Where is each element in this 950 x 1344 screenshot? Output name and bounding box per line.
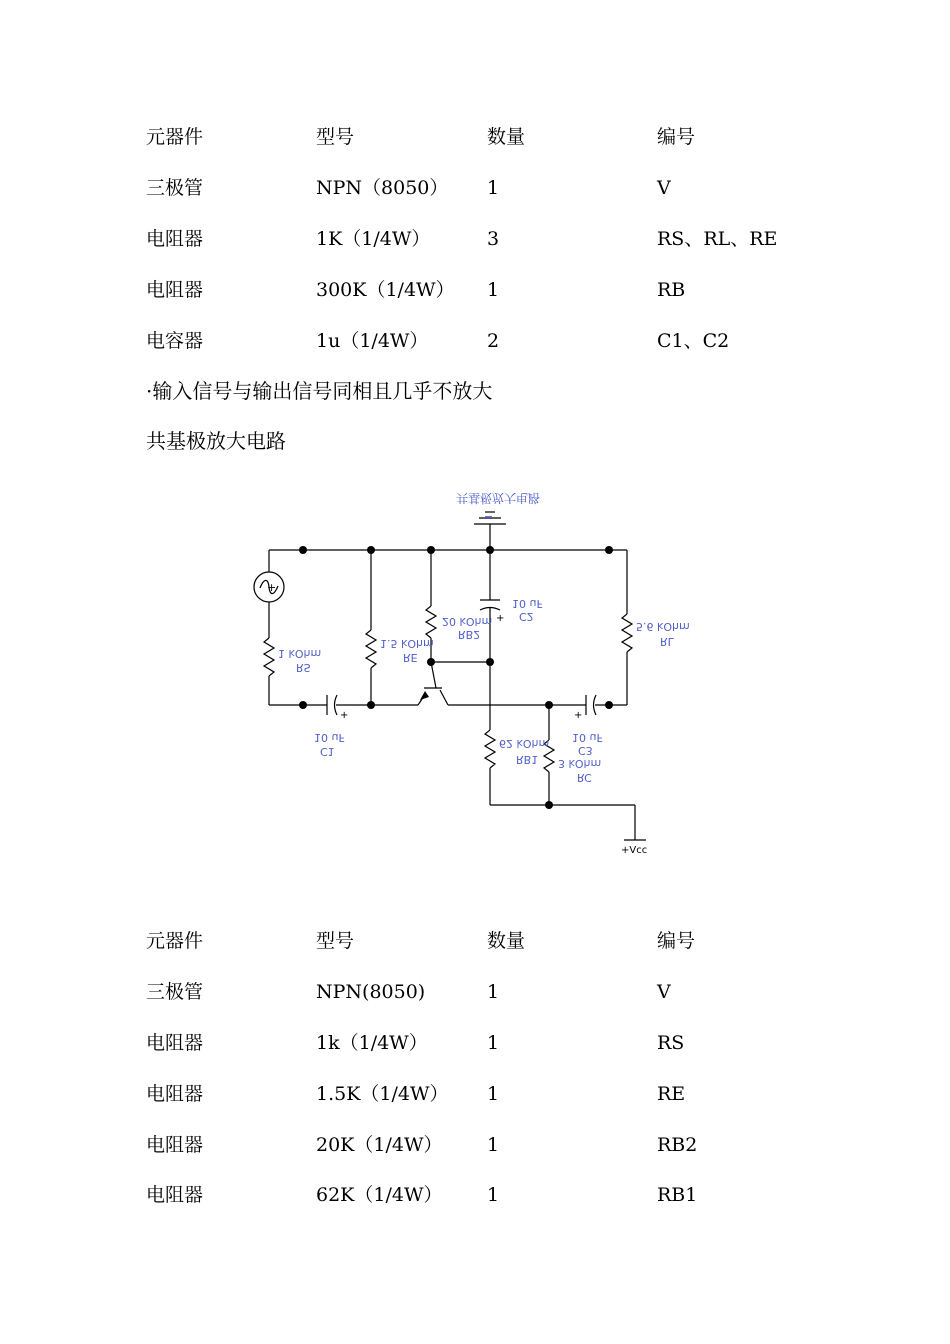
table1-header-id: 编号	[657, 126, 696, 148]
table2-header	[0, 926, 950, 956]
table2-cell: 1	[487, 981, 500, 1003]
table1-cell: 电阻器	[146, 228, 204, 250]
table1-cell: 电阻器	[146, 279, 204, 301]
rs-name-label: RS	[296, 661, 311, 674]
c2-value-label: 10 uF	[512, 597, 543, 610]
re-value-label: 1.5 kOhm	[380, 637, 434, 650]
table2-cell: 62K（1/4W）	[316, 1184, 443, 1206]
table2-row	[0, 1028, 950, 1058]
re-name-label: RE	[403, 651, 418, 664]
bullet-text: ·输入信号与输出信号同相且几乎不放大	[146, 379, 493, 403]
table2-cell: RE	[657, 1083, 686, 1105]
table1-header-quantity: 数量	[487, 126, 526, 148]
table2-cell: 1	[487, 1083, 500, 1105]
rs-value-label: 1 kOhm	[278, 647, 322, 660]
c2-name-label: C2	[519, 610, 534, 623]
vcc-label: +Vcc	[621, 845, 648, 856]
table2-header-model: 型号	[316, 930, 355, 952]
table2-row	[0, 977, 950, 1007]
table2-cell: 电阻器	[146, 1134, 204, 1156]
table1-cell: 2	[487, 330, 500, 352]
table1-cell: RS、RL、RE	[657, 228, 778, 250]
table1-cell: 1K（1/4W）	[316, 228, 431, 250]
table1-cell: 3	[487, 228, 500, 250]
table1-row	[0, 173, 950, 203]
rl-name-label: RL	[660, 635, 674, 648]
table1-cell: C1、C2	[657, 330, 730, 352]
table2-cell: 1k（1/4W）	[316, 1032, 428, 1054]
table1-row	[0, 224, 950, 254]
table2-row	[0, 1130, 950, 1160]
table2-header-component: 元器件	[146, 930, 204, 952]
table2-cell: 1	[487, 1184, 500, 1206]
table1-cell: 三极管	[146, 177, 204, 199]
source-plus-sign: +	[267, 581, 277, 594]
c1-name-label: C1	[320, 745, 335, 758]
table1-cell: RB	[657, 279, 686, 301]
rc-name-label: RC	[577, 771, 592, 784]
table2-cell: 20K（1/4W）	[316, 1134, 443, 1156]
section-title: 共基极放大电路	[146, 429, 286, 453]
table2-cell: 三极管	[146, 981, 204, 1003]
table2-cell: 1	[487, 1134, 500, 1156]
circuit-diagram	[240, 478, 700, 863]
c3-plus-sign: +	[574, 710, 583, 721]
c1-plus-sign: +	[340, 710, 349, 721]
ground-label: =	[484, 511, 494, 524]
table2-cell: 1	[487, 1032, 500, 1054]
table2-cell: RS	[657, 1032, 685, 1054]
table1-cell: 1u（1/4W）	[316, 330, 429, 352]
table1-cell: 电容器	[146, 330, 204, 352]
table2-cell: V	[657, 981, 671, 1003]
c3-value-label: 10 uF	[572, 731, 603, 744]
c3-name-label: C3	[578, 744, 593, 757]
table2-cell: 电阻器	[146, 1083, 204, 1105]
table2-cell: RB1	[657, 1184, 698, 1206]
table1-cell: 1	[487, 177, 500, 199]
table1-cell: 300K（1/4W）	[316, 279, 455, 301]
table2-row	[0, 1079, 950, 1109]
rb2-name-label: RB2	[458, 628, 481, 641]
rb1-value-label: 62 kOhm	[499, 737, 550, 750]
rb2-value-label: 20 kOhm	[442, 615, 493, 628]
table2-header-id: 编号	[657, 930, 696, 952]
table2-cell: 电阻器	[146, 1184, 204, 1206]
table2-header-quantity: 数量	[487, 930, 526, 952]
table1-header-model: 型号	[316, 126, 355, 148]
table2-cell: NPN(8050)	[316, 981, 426, 1003]
rl-value-label: 5.6 kOhm	[636, 620, 690, 633]
table1-header	[0, 122, 950, 152]
rc-value-label: 3 kOhm	[558, 757, 602, 770]
table2-cell: 1.5K（1/4W）	[316, 1083, 449, 1105]
c1-value-label: 10 uF	[314, 731, 345, 744]
c2-plus-sign: +	[496, 613, 505, 624]
table2-cell: 电阻器	[146, 1032, 204, 1054]
table1-cell: NPN（8050）	[316, 177, 449, 199]
table1-cell: V	[657, 177, 671, 199]
table2-cell: RB2	[657, 1134, 698, 1156]
table2-row	[0, 1180, 950, 1210]
table1-row	[0, 326, 950, 356]
rb1-name-label: RB1	[516, 753, 539, 766]
table1-header-component: 元器件	[146, 126, 204, 148]
circuit-title: 共基极放大电路	[456, 491, 541, 505]
table1-cell: 1	[487, 279, 500, 301]
table1-row	[0, 275, 950, 305]
